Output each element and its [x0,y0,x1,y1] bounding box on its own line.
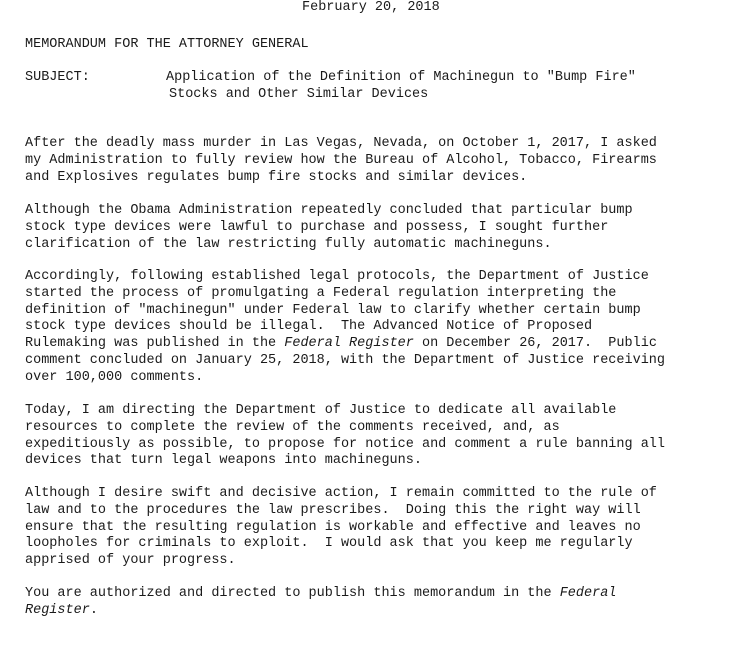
memo-addressee: MEMORANDUM FOR THE ATTORNEY GENERAL [25,37,309,52]
paragraph-line: loopholes for criminals to exploit. I would ask that you keep me regularly [25,536,633,552]
paragraph-line: Today, I am directing the Department of Justice to dedicate all available [25,403,617,418]
paragraph-line: comment concluded on January 25, 2018, with the Department of Justice receiving [25,352,666,368]
text-run: on December 26, 2017. Public [413,336,657,352]
paragraph-line: Although the Obama Administration repeatedly concluded that particular bump [25,203,633,218]
federal-register-italic: Federal [559,586,617,601]
paragraph-line: clarification of the law restricting fully automatic machineguns. [25,236,552,252]
paragraph-line [25,336,735,353]
paragraph-line: stock type devices were lawful to purchase and possess, I sought further [25,219,609,235]
subject-line: Stocks and Other Similar Devices [169,86,429,102]
text-run: . [89,602,98,618]
paragraph-line: resources to complete the review of the comments received, and, as [25,419,560,435]
text-run: Rulemaking was published in the [25,336,285,352]
paragraph-line: stock type devices should be illegal. The Advanced Notice of Proposed [25,319,593,335]
paragraph-line: started the process of promulgating a Federal regulation interpreting the [25,285,617,301]
paragraph-line: definition of "machinegun" under Federal law to clarify whether certain bump [25,302,641,318]
text-run: You are authorized and directed to publish this memorandum in the [25,586,560,601]
federal-register-italic: Federal Register [284,336,414,352]
paragraph-line: After the deadly mass murder in Las Vegas, Nevada, on October 1, 2017, I asked [25,136,657,151]
paragraph-las-vegas [25,136,735,186]
paragraph-line [25,586,735,603]
federal-register-italic: Register [25,602,90,618]
paragraph-line [25,603,735,620]
subject-label: SUBJECT: [25,70,90,85]
paragraph-publish-directive [25,586,735,620]
paragraph-rulemaking [25,269,735,387]
paragraph-line: and Explosives regulates bump fire stocks and similar devices. [25,169,528,185]
paragraph-line: apprised of your progress. [25,553,236,569]
paragraph-directing-doj [25,403,735,470]
paragraph-line: my Administration to fully review how the Bureau of Alcohol, Tobacco, Firearms [25,152,657,168]
subject-line: Application of the Definition of Machinegun to "Bump Fire" [166,70,636,85]
paragraph-line: law and to the procedures the law prescribes. Doing this the right way will [25,502,641,518]
paragraph-line: expeditiously as possible, to propose for notice and comment a rule banning all [25,436,666,452]
subject-text [166,70,726,104]
paragraph-line: over 100,000 comments. [25,369,204,385]
paragraph-line: ensure that the resulting regulation is workable and effective and leaves no [25,519,641,535]
paragraph-obama-administration [25,203,735,253]
paragraph-rule-of-law [25,486,735,570]
memo-date: February 20, 2018 [302,0,440,15]
paragraph-line: devices that turn legal weapons into machineguns. [25,453,422,469]
paragraph-line: Accordingly, following established legal protocols, the Department of Justice [25,269,649,284]
paragraph-line: Although I desire swift and decisive action, I remain committed to the rule of [25,486,657,501]
